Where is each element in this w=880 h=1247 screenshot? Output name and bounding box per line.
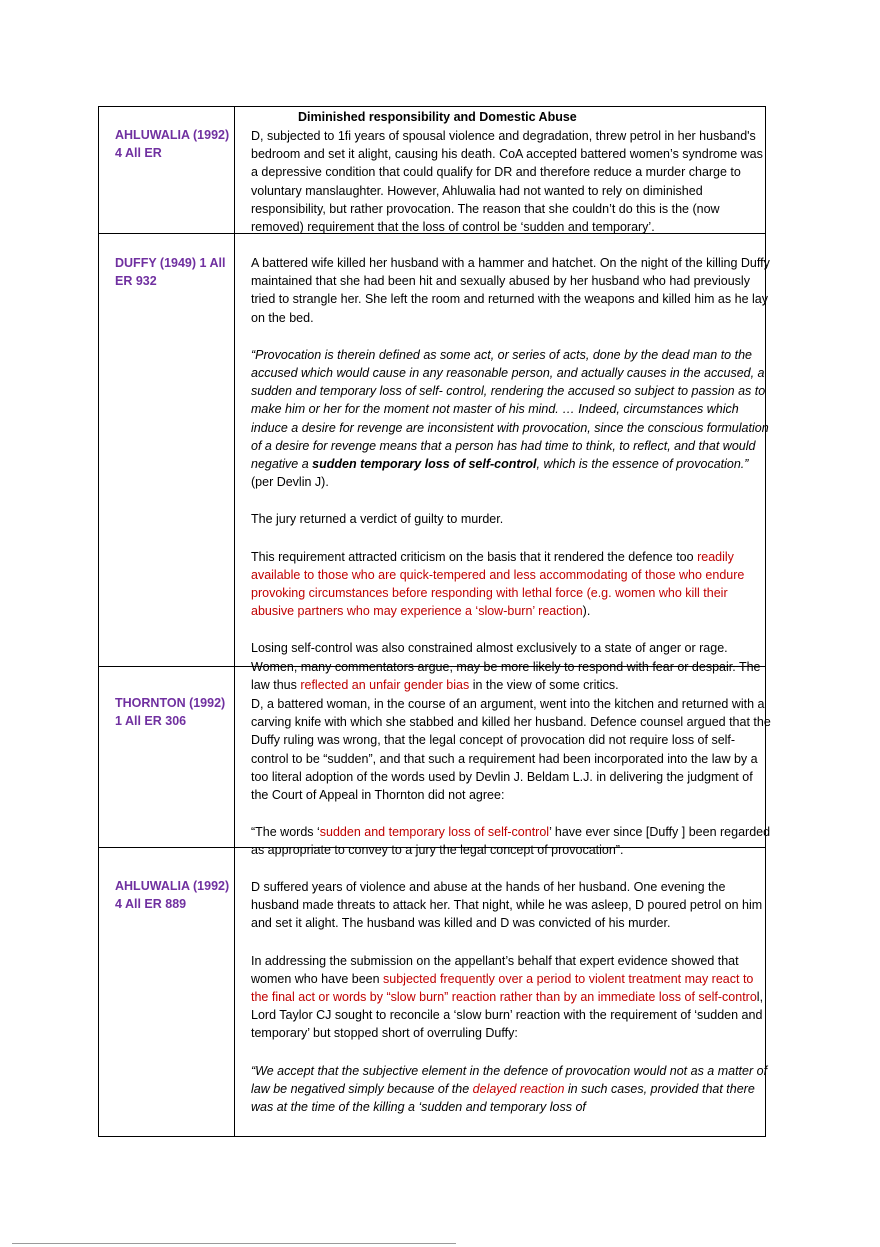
criticism-highlight: readily available to those who are quick-tempered and less accommodating of those who endure provoking circumstances before responding with lethal force (e.g. women who kill their abusive partners who may experience a ‘slow-burn’ reaction [251,549,745,619]
gender-bias-highlight: reflected an unfair gender bias [300,677,470,692]
thornton-quote-highlight: sudden and temporary loss of self-control [319,825,550,840]
quote-end: in such cases, provided that there was at the time of the killing a ‘sudden and temporary loss of [251,1081,755,1115]
case-name-thornton: THORNTON (1992) 1 All ER 306 [115,696,226,728]
submission-highlight: subjected frequently over a period to violent treatment may react to the final act or words by “slow burn” reaction rather than by an immediate loss of self-contro [251,971,757,1005]
ahluwalia-889-submission [251,952,771,1043]
column-divider [234,106,235,1137]
duffy-quote-text: “Provocation is therein defined as some act, or series of acts, done by the dead man to the accused which would cause in any reasonable person, and actually causes in the accused, a sudden and temporary loss of self- control, rendering the accused so subject to passion as to make him or her for the moment not master of his mind. … Indeed, circumstances which induce a desire for revenge are inconsistent with provocation, since the conscious formulation of a desire for revenge means that a person has had time to think, to reflect, and that would negative a [251,347,769,472]
criticism-text: This requirement attracted criticism on the basis that it rendered the defence too [251,549,698,564]
duffy-quote [251,346,771,492]
duffy-quote-end: , which is the essence of provocation.” [536,457,749,472]
ahluwalia-889-facts: D suffered years of violence and abuse at the hands of her husband. One evening the husband made threats to attack her. That night, while he was asleep, D poured petrol on him and set it alight. The husband was killed and D was convicted of his murder. [251,880,763,931]
gender-bias-end: in the view of some critics. [469,677,619,692]
footnote-separator [12,1243,456,1244]
case-name-ahluwalia-889: AHLUWALIA (1992) 4 All ER 889 [115,879,230,911]
duffy-facts: A battered wife killed her husband with a hammer and hatchet. On the night of the killing Duffy maintained that she had been hit and sexually abused by her husband who had previously tried to strangle her. She left the room and returned with the weapons and killed him as he lay on the bed. [251,256,770,325]
thornton-quote-end: ’ have ever since [Duffy ] been regarded as appropriate to convey to a jury the legal concept of provocation”. [251,825,771,858]
thornton-facts: D, a battered woman, in the course of an argument, went into the kitchen and returned with a carving knife with which she stabbed and killed her husband. Defence counsel argued that the Duffy ruling was wrong, that the legal concept of provocation did not require loss of self-control to be “sudden”, and that such a requirement had been incorporated into the law by a too literal adoption of the words used by Devlin J. Beldam L.J. in delivering the judgment of the Court of Appeal in Thornton did not agree: [251,697,771,803]
thornton-quote-open: “The words ‘ [251,825,320,840]
document-heading: Diminished responsibility and Domestic Abuse [298,110,577,124]
gender-bias-text: Losing self-control was also constrained almost exclusively to a state of anger or rage. Women, many commentators argue, may be more likely to respond with fear or despair. The law thus [251,641,761,692]
duffy-quote-emphasis: sudden temporary loss of self-control [312,457,537,472]
duffy-quote-attribution: (per Devlin J). [251,475,329,490]
ahluwalia-889-summary [251,878,771,1116]
duffy-criticism [251,548,771,621]
duffy-summary [251,254,771,694]
ahluwalia-summary [251,127,771,236]
ahluwalia-889-quote [251,1062,771,1117]
duffy-verdict: The jury returned a verdict of guilty to murder. [251,512,504,527]
thornton-summary [251,695,771,860]
case-name-ahluwalia: AHLUWALIA (1992) 4 All ER [115,128,230,160]
submission-text: In addressing the submission on the appellant’s behalf that expert evidence showed that women who have been [251,953,739,986]
duffy-gender-bias [251,639,771,694]
ahluwalia-paragraph: D, subjected to 1fi years of spousal violence and degradation, threw petrol in her husband's bedroom and set it alight, causing his death. CoA accepted battered women’s syndrome was a depressive condition that could qualify for DR and therefore reduce a murder charge to voluntary manslaughter. However, Ahluwalia had not wanted to rely on diminished responsibility, but rather provocation. The reason that she couldn’t do this is the (now removed) requirement that the loss of control be ‘sudden and temporary’. [251,129,763,235]
case-name-duffy: DUFFY (1949) 1 All ER 932 [115,256,226,288]
criticism-end: ). [582,604,591,619]
quote-text: “We accept that the subjective element in the defence of provocation would not as a matter of law be negatived simply because of the [251,1063,768,1096]
quote-highlight: delayed reaction [472,1081,565,1096]
submission-end: l, Lord Taylor CJ sought to reconcile a ‘slow burn’ reaction with the requirement of ‘sudden and temporary’ but stopped short of overruling Duffy: [251,990,764,1041]
thornton-quote [251,823,771,859]
